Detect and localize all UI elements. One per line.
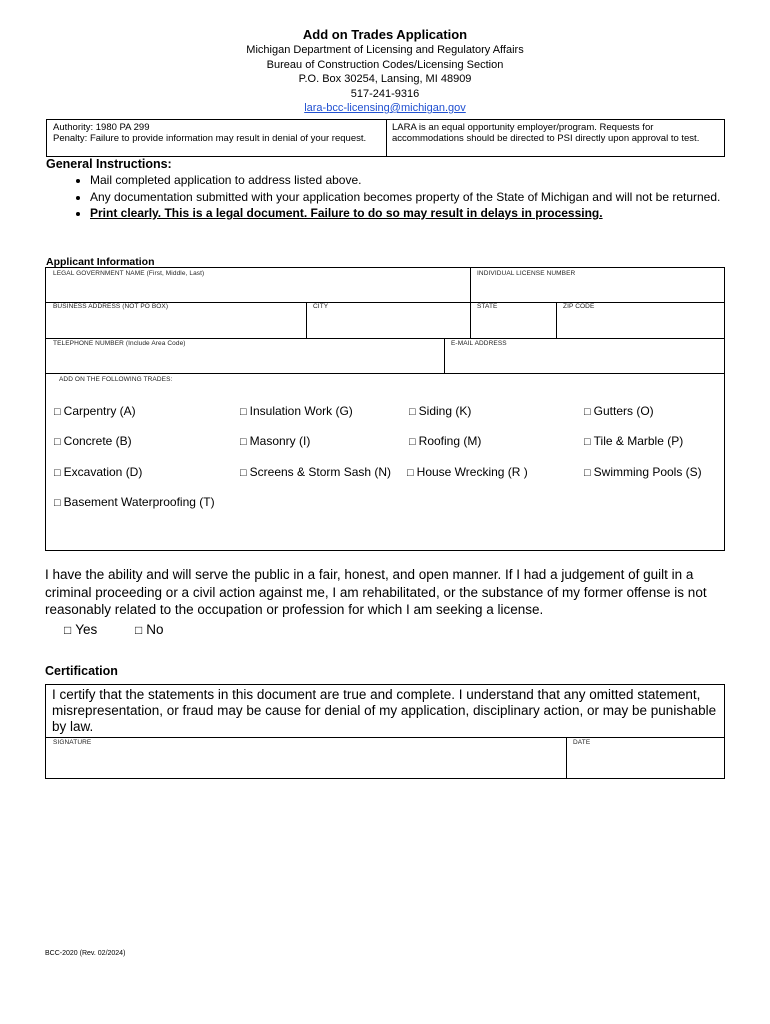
trades-heading: ADD ON THE FOLLOWING TRADES: xyxy=(59,376,173,383)
trade-checkbox-masonry[interactable]: □ Masonry (I) xyxy=(240,434,311,448)
instruction-item: • Any documentation submitted with your application becomes property of the State of Michigan and will not be returned. xyxy=(90,189,750,206)
telephone-field[interactable] xyxy=(46,339,444,373)
legal-name-field[interactable] xyxy=(46,268,470,302)
trade-checkbox-gutters[interactable]: □ Gutters (O) xyxy=(584,404,654,418)
email-address-label: E-MAIL ADDRESS xyxy=(451,340,507,347)
form-revision-footer: BCC-2020 (Rev. 02/2024) xyxy=(45,950,126,957)
trade-checkbox-excavation[interactable]: □ Excavation (D) xyxy=(54,465,143,479)
date-field[interactable] xyxy=(567,738,724,778)
eeo-text: LARA is an equal opportunity employer/program. Requests for accommodations should be directed to PSI directly upon approval to test. xyxy=(392,122,700,144)
mailing-address: P.O. Box 30254, Lansing, MI 48909 xyxy=(298,73,472,85)
yes-checkbox[interactable]: □ Yes xyxy=(64,622,98,637)
zip-code-label: ZIP CODE xyxy=(563,303,595,310)
city-label: CITY xyxy=(313,303,329,310)
instruction-item: • Print clearly. This is a legal document. Failure to do so may result in delays in processing. xyxy=(90,205,750,222)
signature-field[interactable] xyxy=(46,738,566,778)
certification-text: I certify that the statements in this document are true and complete. I understand that any omitted statement, misrepresentation, or fraud may be cause for denial of my application, disciplinary action, or may be punishable by law. xyxy=(52,687,717,734)
email-address-field[interactable] xyxy=(445,339,724,373)
form-title: Add on Trades Application xyxy=(302,27,468,42)
certification-box xyxy=(45,684,725,779)
general-instructions-title: General Instructions: xyxy=(46,157,172,171)
state-field[interactable] xyxy=(471,303,556,338)
notice-box xyxy=(46,119,725,157)
state-label: STATE xyxy=(477,303,498,310)
instructions-list xyxy=(55,172,750,222)
date-label: DATE xyxy=(573,739,591,746)
email-link[interactable]: lara-bcc-licensing@michigan.gov xyxy=(304,102,466,114)
business-address-field[interactable] xyxy=(46,303,306,338)
bureau-name: Bureau of Construction Codes/Licensing Section xyxy=(266,59,504,71)
zip-code-field[interactable] xyxy=(557,303,724,338)
signature-label: SIGNATURE xyxy=(53,739,92,746)
trade-checkbox-screens-storm-sash[interactable]: □ Screens & Storm Sash (N) xyxy=(240,465,392,479)
trade-checkbox-siding[interactable]: □ Siding (K) xyxy=(409,404,472,418)
applicant-information-title: Applicant Information xyxy=(46,256,155,268)
phone-number: 517-241-9316 xyxy=(350,88,420,100)
city-field[interactable] xyxy=(307,303,470,338)
trade-checkbox-carpentry[interactable]: □ Carpentry (A) xyxy=(54,404,136,418)
business-address-label: BUSINESS ADDRESS (NOT PO BOX) xyxy=(53,303,169,310)
applicant-information-box xyxy=(45,267,725,551)
public-service-statement: I have the ability and will serve the public in a fair, honest, and open manner. If I had a judgement of guilt in a criminal proceeding or a civil action against me, I am rehabilitated, or the substance of my former offense is not reasonably related to the occupation or profession for which I am seeking a license. xyxy=(45,567,707,617)
no-checkbox[interactable]: □ No xyxy=(135,622,164,637)
department-name: Michigan Department of Licensing and Regulatory Affairs xyxy=(246,44,524,56)
license-number-label: INDIVIDUAL LICENSE NUMBER xyxy=(477,270,576,277)
trade-checkbox-house-wrecking[interactable]: □ House Wrecking (R ) xyxy=(407,465,528,479)
trade-checkbox-tile-marble[interactable]: □ Tile & Marble (P) xyxy=(584,434,684,448)
telephone-label: TELEPHONE NUMBER (Include Area Code) xyxy=(53,340,186,347)
license-number-field[interactable] xyxy=(471,268,724,302)
trade-checkbox-swimming-pools[interactable]: □ Swimming Pools (S) xyxy=(584,465,702,479)
trade-checkbox-roofing[interactable]: □ Roofing (M) xyxy=(409,434,482,448)
legal-name-label: LEGAL GOVERNMENT NAME (First, Middle, Last) xyxy=(53,270,205,277)
trade-checkbox-insulation[interactable]: □ Insulation Work (G) xyxy=(240,404,353,418)
trade-checkbox-concrete[interactable]: □ Concrete (B) xyxy=(54,434,132,448)
authority-penalty-text: Authority: 1980 PA 299 Penalty: Failure to provide information may result in denial of your request. xyxy=(53,122,367,144)
instruction-item: • Mail completed application to address listed above. xyxy=(90,172,750,189)
certification-title: Certification xyxy=(45,664,118,678)
trade-checkbox-basement-waterproofing[interactable]: □ Basement Waterproofing (T) xyxy=(54,495,215,509)
